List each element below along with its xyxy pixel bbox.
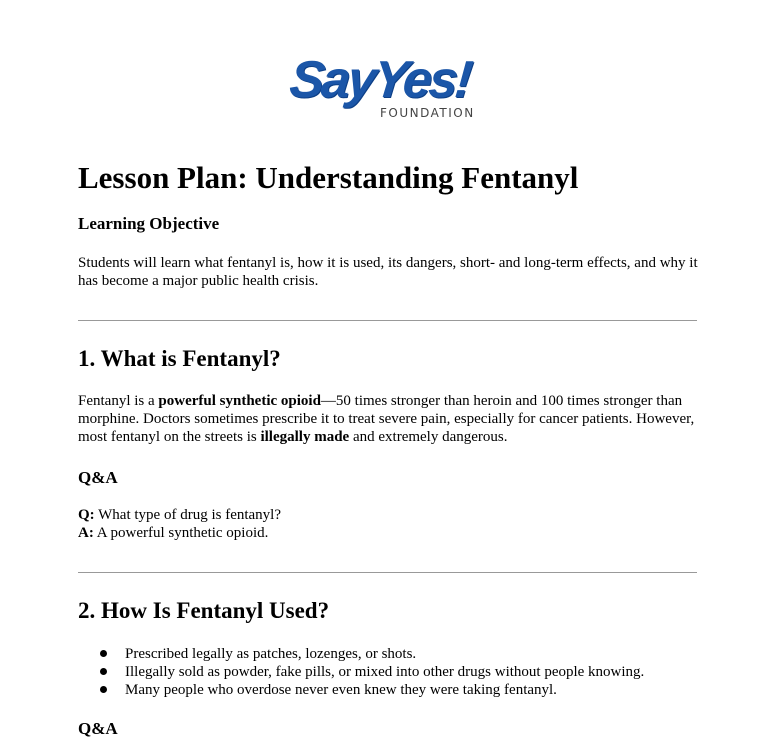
list-item: Illegally sold as powder, fake pills, or mixed into other drugs without people knowing. — [100, 663, 700, 681]
section-divider — [78, 320, 697, 321]
list-item: Many people who overdose never even knew they were taking fentanyl. — [100, 681, 700, 699]
sayyes-foundation-logo — [286, 48, 496, 124]
objective-heading: Learning Objective — [78, 214, 220, 233]
bullet-icon — [100, 686, 107, 693]
section1-qa-heading: Q&A — [78, 468, 118, 487]
section2-heading: 2. How Is Fentanyl Used? — [78, 598, 330, 623]
section2-qa-heading: Q&A — [78, 719, 118, 738]
objective-text: Students will learn what fentanyl is, how it is used, its dangers, short- and long-term effects, and why it has become a major public health crisis. — [78, 255, 698, 289]
section1-paragraph: Fentanyl is a powerful synthetic opioid—50 times stronger than heroin and 100 times stronger than morphine. Doctors sometimes prescribe it to treat severe pain, especially for cancer patients. However, most fentanyl on the streets is illegally made and extremely dangerous. — [78, 393, 695, 445]
list-item: Prescribed legally as patches, lozenges, or shots. — [100, 645, 700, 663]
section1-answer: A: A powerful synthetic opioid. — [78, 525, 269, 541]
section-divider — [78, 572, 697, 573]
section2-bullet-list — [100, 645, 700, 699]
logo-wordmark: SayYes! — [286, 51, 473, 109]
logo-subtitle: FOUNDATION — [380, 106, 475, 120]
bullet-icon — [100, 650, 107, 657]
page-title: Lesson Plan: Understanding Fentanyl — [78, 160, 579, 195]
bullet-icon — [100, 668, 107, 675]
section1-heading: 1. What is Fentanyl? — [78, 346, 281, 371]
section1-question: Q: What type of drug is fentanyl? — [78, 507, 282, 523]
